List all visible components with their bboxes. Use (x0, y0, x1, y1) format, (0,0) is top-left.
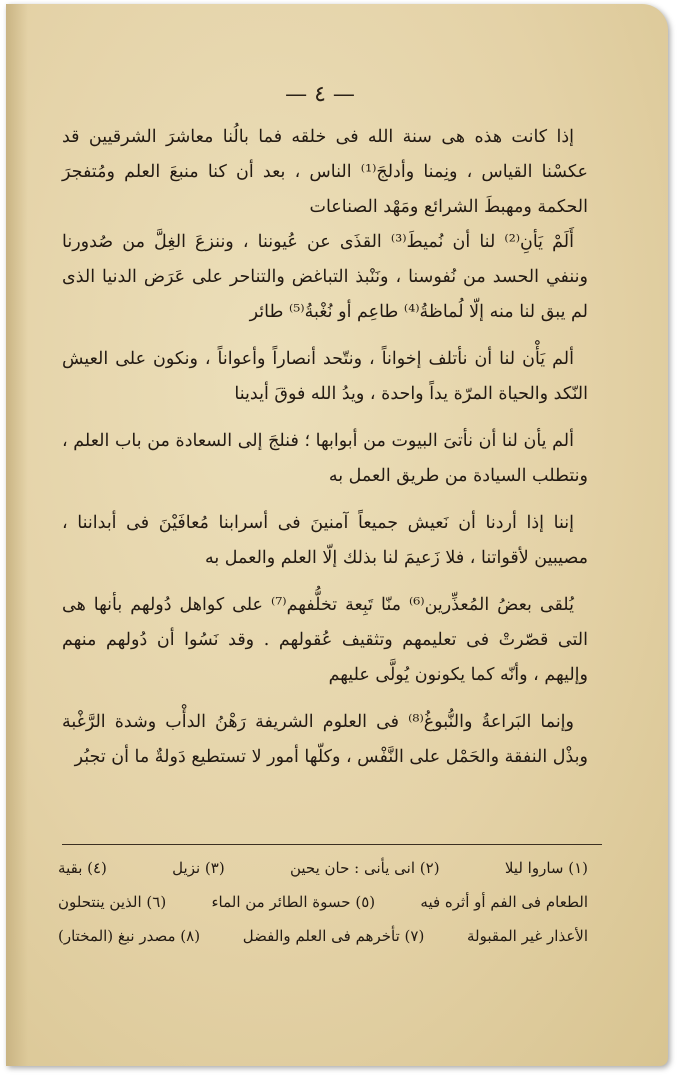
footnote: الطعام فى الفم أو أثره فيه (420, 893, 588, 911)
footnote-line (58, 919, 588, 953)
paragraph: ألم يَأْن لنا أن نأتلف إخواناً ، ونتّحد أنصاراً وأعواناً ، ونكون على العيش النّكد والحياة المرّة يداً واحدة ، ويدُ الله فوقَ أيدينا (62, 349, 588, 404)
page-number: — ٤ — (285, 82, 355, 107)
footnote: (٦) الذين ينتحلون (58, 893, 167, 911)
footnote-line (58, 885, 588, 919)
paragraph: إذا كانت هذه هى سنة الله فى خلقه فما بالُنا معاشرَ الشرقيين قد عكسْنا القياس ، ونِمنا وأدلجَ⁽¹⁾ الناس ، بعد أن كنا منبعَ العلم ومُتفجرَ الحكمة ومهبطَ الشرائع ومَهْد الصناعات (62, 127, 588, 217)
footnote: (٨) مصدر نبغ (المختار) (58, 927, 201, 945)
footnote: (٢) انى يأنى : حان يحين (289, 859, 440, 877)
paragraph: إننا إذا أردنا أن نَعيش جميعاً آمنينَ فى أسرابنا مُعافَيْنَ فى أبداننا ، مصيبين لأقواتنا ، فلا زَعيمَ لنا بذلك إلّا العلم والعمل به (62, 513, 588, 568)
footnote-divider (62, 844, 602, 845)
paragraph: وإنما البَراعةُ والنُّبوغُ⁽⁸⁾ فى العلوم الشريفة رَهْنُ الدأْب وشدة الرَّغْبة وبذْل النفقة والحَمْل على النَّفْس ، وكلّها أمور لا تستطيع دَولةٌ ما أن تجبُر (62, 712, 588, 767)
footnote: (٧) تأخرهم فى العلم والفضل (242, 927, 425, 945)
page-spine-shadow (6, 4, 28, 1066)
footnote: (٣) نزيل (172, 859, 225, 877)
footnote: (١) ساروا ليلا (504, 859, 588, 877)
footnote: (٤) بقية (58, 859, 107, 877)
footnote: (٥) حسوة الطائر من الماء (211, 893, 376, 911)
paragraph: يُلقى بعضُ المُعذِّرين⁽⁶⁾ منّا تَبِعة تخلُّفهم⁽⁷⁾ على كواهل دُولهم بأنها هى التى قصّرتْ فى تعليمهم وتثقيف عُقولهم . وقد نَسُوا أن دُولهم منهم وإليهم ، وأنّه كما يكونون يُولَّى عليهم (62, 595, 588, 685)
footnotes (58, 851, 588, 953)
paragraph: ألم يأن لنا أن نأتىَ البيوت من أبوابها ؛ فنلجَ إلى السعادة من باب العلم ، ونتطلب السيادة من طريق العمل به (62, 431, 588, 486)
footnote-line (58, 851, 588, 885)
main-text (62, 120, 588, 775)
footnote: الأعذار غير المقبولة (466, 927, 588, 945)
paragraph: أَلَمْ يَأنِ⁽²⁾ لنا أن نُميطَ⁽³⁾ القذَى عن عُيوننا ، وننزعَ الغِلَّ من صُدورنا وننفي الحسد من نُفوسنا ، ونَنْبذ التباغض والتناحر على عَرَض الدنيا الذى لم يبق لنا منه إلّا لُماظةُ⁽⁴⁾ طاعِم أو نُغْبةُ⁽⁵⁾ طائر (62, 232, 588, 322)
